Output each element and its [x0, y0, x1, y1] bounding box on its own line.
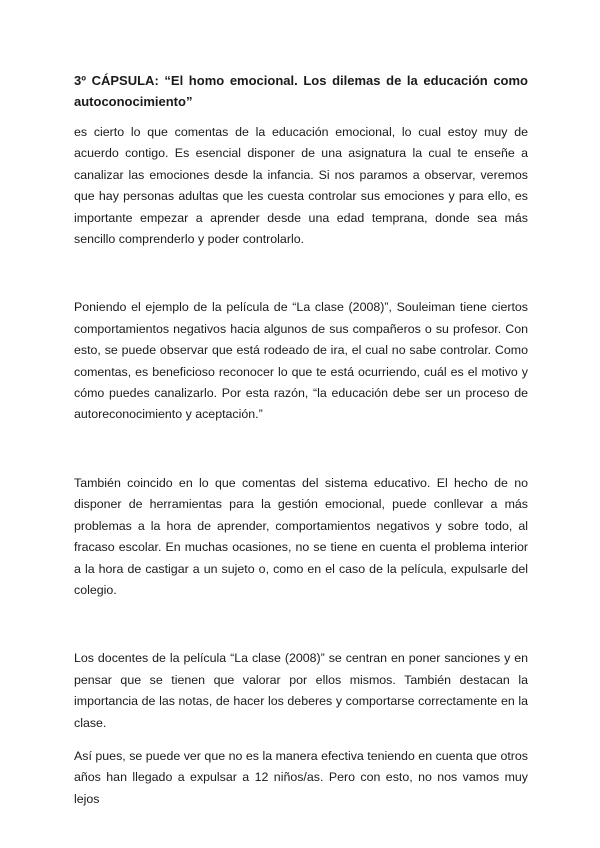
paragraph-2: Poniendo el ejemplo de la película de “La clase (2008)”, Souleiman tiene ciertos comportamientos negativos hacia algunos de sus compañeros o su profesor. Con esto, se puede observar que está rodeado de ira, el cual no sabe controlar. Como comentas, es beneficioso reconocer lo que te está ocurriendo, cuál es el motivo y cómo puedes canalizarlo. Por esta razón, “la educación debe ser un proceso de autoreconocimiento y aceptación.”: [74, 300, 528, 422]
paragraph-4: Los docentes de la película “La clase (2008)” se centran en poner sanciones y en pensar que se tienen que valorar por ellos mismos. También destacan la importancia de las notas, de hacer los deberes y comportarse correctamente en la clase.: [74, 651, 528, 730]
paragraph-spacer: [74, 250, 528, 297]
document-title: 3º CÁPSULA: “El homo emocional. Los dilemas de la educación como autoconocimiento”: [74, 73, 528, 109]
paragraph-spacer: [74, 426, 528, 473]
paragraph-spacer: [74, 601, 528, 648]
paragraph-5: Así pues, se puede ver que no es la manera efectiva teniendo en cuenta que otros años han llegado a expulsar a 12 niños/as. Pero con esto, no nos vamos muy lejos: [74, 748, 528, 806]
paragraph-spacer: [74, 734, 528, 746]
paragraph-1: es cierto lo que comentas de la educación emocional, lo cual estoy muy de acuerdo contigo. Es esencial disponer de una asignatura la cual te enseñe a canalizar las emociones desde la infancia. Si nos paramos a observar, veremos que hay personas adultas que les cuesta controlar sus emociones y para ello, es importante empezar a aprender desde una edad temprana, donde sea más sencillo comprenderlo y poder controlarlo.: [74, 125, 528, 247]
paragraph-3: También coincido en lo que comentas del sistema educativo. El hecho de no disponer de herramientas para la gestión emocional, puede conllevar a más problemas a la hora de aprender, comportamientos negativos y sobre todo, al fracaso escolar. En muchas ocasiones, no se tiene en cuenta el problema interior a la hora de castigar a un sujeto o, como en el caso de la película, expulsarle del colegio.: [74, 475, 528, 597]
document-body: [74, 70, 528, 810]
